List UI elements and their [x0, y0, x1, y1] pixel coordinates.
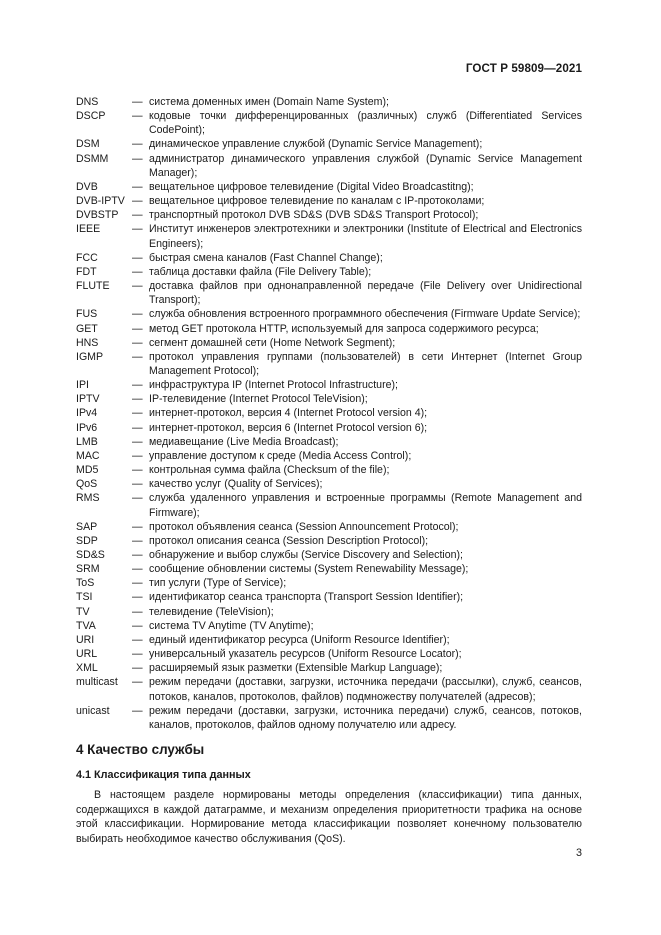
definition-dash: — [132, 549, 143, 561]
abbreviation-definition: протокол управления группами (пользователей) в сети Интернет (Internet Group Management Protocol); [149, 350, 582, 377]
definition-dash: — [132, 520, 143, 533]
abbreviation-definition: идентификатор сеанса транспорта (Transport Session Identifier); [149, 591, 464, 604]
abbreviation-term: IPv4 [76, 407, 98, 420]
definition-dash: — [132, 605, 143, 618]
abbreviation-row [76, 109, 582, 137]
abbreviation-term: IPI [76, 379, 89, 392]
definition-dash: — [132, 308, 143, 321]
definition-dash: — [132, 492, 143, 505]
subsection-title: 4.1 Классификация типа данных [76, 769, 251, 781]
abbreviation-term: DVBSTP [76, 209, 119, 222]
abbreviation-row [76, 378, 582, 392]
abbreviation-term: IEEE [76, 223, 101, 236]
abbreviation-definition: универсальный указатель ресурсов (Uniform Resource Locator); [149, 648, 462, 661]
abbreviation-term: unicast [76, 704, 110, 717]
definition-dash: — [132, 393, 143, 406]
abbreviation-row [76, 449, 582, 463]
abbreviation-term: DSCP [76, 110, 106, 123]
abbreviation-definition: вещательное цифровое телевидение (Digital Video Broadcastitng); [149, 180, 474, 193]
abbreviation-definition: система TV Anytime (TV Anytime); [149, 619, 314, 632]
definition-dash: — [132, 152, 143, 165]
abbreviation-row [76, 180, 582, 194]
abbreviation-row [76, 704, 582, 732]
abbreviation-row [76, 661, 582, 675]
abbreviation-definition: служба удаленного управления и встроенные программы (Remote Management and Firmware); [149, 492, 582, 519]
abbreviation-term: multicast [76, 676, 118, 689]
abbreviation-definition: сегмент домашней сети (Home Network Segment); [149, 336, 396, 349]
abbreviation-row [76, 251, 582, 265]
abbreviation-row [76, 152, 582, 180]
abbreviation-term: FDT [76, 265, 97, 278]
abbreviation-definition: Институт инженеров электротехники и электроники (Institute of Electrical and Electronics Engineers); [149, 223, 582, 250]
abbreviation-row [76, 322, 582, 336]
definition-dash: — [132, 478, 143, 491]
abbreviation-term: DVB [76, 180, 98, 193]
definition-dash: — [132, 322, 143, 335]
abbreviation-definition: таблица доставки файла (File Delivery Table); [149, 265, 372, 278]
abbreviation-term: TVA [76, 619, 96, 632]
abbreviation-term: GET [76, 322, 98, 335]
definition-dash: — [132, 435, 143, 448]
abbreviation-row [76, 520, 582, 534]
abbreviation-row [76, 392, 582, 406]
definition-dash: — [132, 577, 143, 590]
abbreviation-term: MD5 [76, 464, 99, 477]
definition-dash: — [132, 379, 143, 392]
abbreviation-definition: контрольная сумма файла (Checksum of the file); [149, 464, 390, 477]
abbreviation-row [76, 576, 582, 590]
definition-dash: — [132, 407, 143, 420]
abbreviation-definition: вещательное цифровое телевидение по каналам с IP-протоколами; [149, 195, 485, 208]
abbreviation-definition: IP-телевидение (Internet Protocol TeleVision); [149, 393, 368, 406]
abbreviation-definition: протокол объявления сеанса (Session Announcement Protocol); [149, 520, 459, 533]
abbreviation-definition: служба обновления встроенного программного обеспечения (Firmware Update Service); [149, 308, 581, 321]
abbreviation-row [76, 336, 582, 350]
abbreviation-row [76, 562, 582, 576]
definition-dash: — [132, 464, 143, 477]
abbreviation-row [76, 534, 582, 548]
abbreviation-term: HNS [76, 336, 99, 349]
abbreviation-definition: доставка файлов при однонаправленной передаче (File Delivery over Unidirectional Transport); [149, 280, 582, 307]
abbreviation-row [76, 633, 582, 647]
abbreviation-definition: кодовые точки дифференцированных (различных) служб (Differentiated Services CodePoint); [149, 110, 582, 137]
abbreviation-row [76, 605, 582, 619]
abbreviation-term: DSMM [76, 152, 109, 165]
definition-dash: — [132, 195, 143, 208]
abbreviation-definition: интернет-протокол, версия 6 (Internet Protocol version 6); [149, 421, 428, 434]
abbreviation-row [76, 491, 582, 519]
abbreviation-definition: режим передачи (доставки, загрузки, источника передачи) служб, сеансов, потоков, каналов, протоколов, файлов одному получателю или адресу. [149, 704, 582, 731]
definition-dash: — [132, 96, 143, 108]
abbreviation-row [76, 194, 582, 208]
abbreviation-definition: тип услуги (Type of Service); [149, 577, 287, 590]
definition-dash: — [132, 662, 143, 675]
abbreviation-definition: динамическое управление службой (Dynamic Service Management); [149, 138, 483, 151]
abbreviation-term: IGMP [76, 350, 104, 363]
definition-dash: — [132, 648, 143, 661]
definition-dash: — [132, 563, 143, 576]
abbreviation-row [76, 208, 582, 222]
abbreviation-definition: обнаружение и выбор службы (Service Discovery and Selection); [149, 549, 464, 561]
abbreviation-definition: единый идентификатор ресурса (Uniform Resource Identifier); [149, 633, 450, 646]
abbreviation-term: FLUTE [76, 280, 110, 293]
abbreviation-definition: режим передачи (доставки, загрузки, источника передачи (рассылки), служб, сеансов, потоков, каналов, протоколов, файлов) подмножеству получателей (адресов); [149, 676, 582, 703]
definition-dash: — [132, 209, 143, 222]
abbreviation-definition: быстрая смена каналов (Fast Channel Change); [149, 251, 383, 264]
abbreviation-row [76, 647, 582, 661]
definition-dash: — [132, 633, 143, 646]
abbreviation-row [76, 477, 582, 491]
abbreviation-row [76, 95, 582, 109]
abbreviation-term: URI [76, 633, 95, 646]
abbreviation-term: DSM [76, 138, 100, 151]
abbreviation-term: RMS [76, 492, 100, 505]
abbreviation-definition: инфраструктура IP (Internet Protocol Infrastructure); [149, 379, 398, 392]
definition-dash: — [132, 265, 143, 278]
abbreviation-term: TV [76, 605, 90, 618]
abbreviation-term: URL [76, 648, 98, 661]
abbreviation-term: QoS [76, 478, 98, 491]
abbreviation-term: MAC [76, 449, 100, 462]
abbreviation-term: SD&S [76, 549, 105, 561]
definition-dash: — [132, 591, 143, 604]
abbreviation-term: SAP [76, 520, 98, 533]
abbreviation-term: SDP [76, 534, 98, 547]
abbreviation-row [76, 675, 582, 703]
abbreviation-row [76, 279, 582, 307]
abbreviation-definition: система доменных имен (Domain Name System); [149, 96, 389, 108]
abbreviation-definition: медиавещание (Live Media Broadcast); [149, 435, 339, 448]
abbreviation-row [76, 435, 582, 449]
abbreviation-row [76, 421, 582, 435]
page-number: 3 [575, 847, 582, 859]
abbreviation-term: XML [76, 662, 98, 675]
abbreviation-term: IPv6 [76, 421, 98, 434]
abbreviation-definition: протокол описания сеанса (Session Description Protocol); [149, 534, 429, 547]
abbreviation-row [76, 265, 582, 279]
definition-dash: — [132, 138, 143, 151]
abbreviation-definition: интернет-протокол, версия 4 (Internet Protocol version 4); [149, 407, 428, 420]
abbreviation-row [76, 222, 582, 250]
definition-dash: — [132, 223, 143, 236]
abbreviation-definition: расширяемый язык разметки (Extensible Markup Language); [149, 662, 443, 675]
definition-dash: — [132, 704, 143, 717]
definition-dash: — [132, 336, 143, 349]
definition-dash: — [132, 350, 143, 363]
definition-dash: — [132, 534, 143, 547]
abbreviation-row [76, 590, 582, 604]
abbreviation-row [76, 619, 582, 633]
abbreviation-row [76, 350, 582, 378]
abbreviation-term: FUS [76, 308, 98, 321]
section-paragraph: В настоящем разделе нормированы методы определения (классификации) типа данных, содержащихся в каждой датаграмме, и механизм определения приоритетности трафика на основе этой классификации. Нормирование метода классификации позволяет конечному пользователю выбирать необходимое качество обслуживания (QoS). [76, 789, 582, 845]
abbreviation-definition: сообщение обновлении системы (System Renewability Message); [149, 563, 469, 576]
abbreviation-term: FCC [76, 251, 98, 264]
abbreviation-definition: телевидение (TeleVision); [149, 605, 274, 618]
definition-dash: — [132, 180, 143, 193]
abbreviation-row [76, 406, 582, 420]
abbreviation-term: SRM [76, 563, 100, 576]
abbreviation-row [76, 307, 582, 321]
section-title: 4 Качество службы [76, 742, 205, 757]
definition-dash: — [132, 449, 143, 462]
abbreviation-row [76, 463, 582, 477]
abbreviation-term: DNS [76, 96, 99, 108]
abbreviation-row [76, 548, 582, 562]
abbreviation-definition: качество услуг (Quality of Services); [149, 478, 323, 491]
definition-dash: — [132, 421, 143, 434]
definition-dash: — [132, 619, 143, 632]
abbreviation-term: IPTV [76, 393, 100, 406]
definition-dash: — [132, 280, 143, 293]
document-header: ГОСТ Р 59809—2021 [465, 62, 582, 75]
abbreviation-definition: управление доступом к среде (Media Access Control); [149, 449, 412, 462]
definition-dash: — [132, 110, 143, 123]
abbreviation-row [76, 137, 582, 151]
abbreviation-definition: метод GET протокола HTTP, используемый для запроса содержимого ресурса; [149, 322, 539, 335]
definition-dash: — [132, 251, 143, 264]
definition-dash: — [132, 676, 143, 689]
abbreviation-definition: администратор динамического управления службой (Dynamic Service Management Manager); [149, 152, 582, 179]
abbreviation-term: LMB [76, 435, 98, 448]
abbreviation-term: TSI [76, 591, 93, 604]
abbreviation-term: ToS [76, 577, 95, 590]
abbreviation-definition: транспортный протокол DVB SD&S (DVB SD&S Transport Protocol); [149, 209, 479, 222]
abbreviation-list [76, 95, 582, 732]
abbreviation-term: DVB-IPTV [76, 195, 125, 208]
